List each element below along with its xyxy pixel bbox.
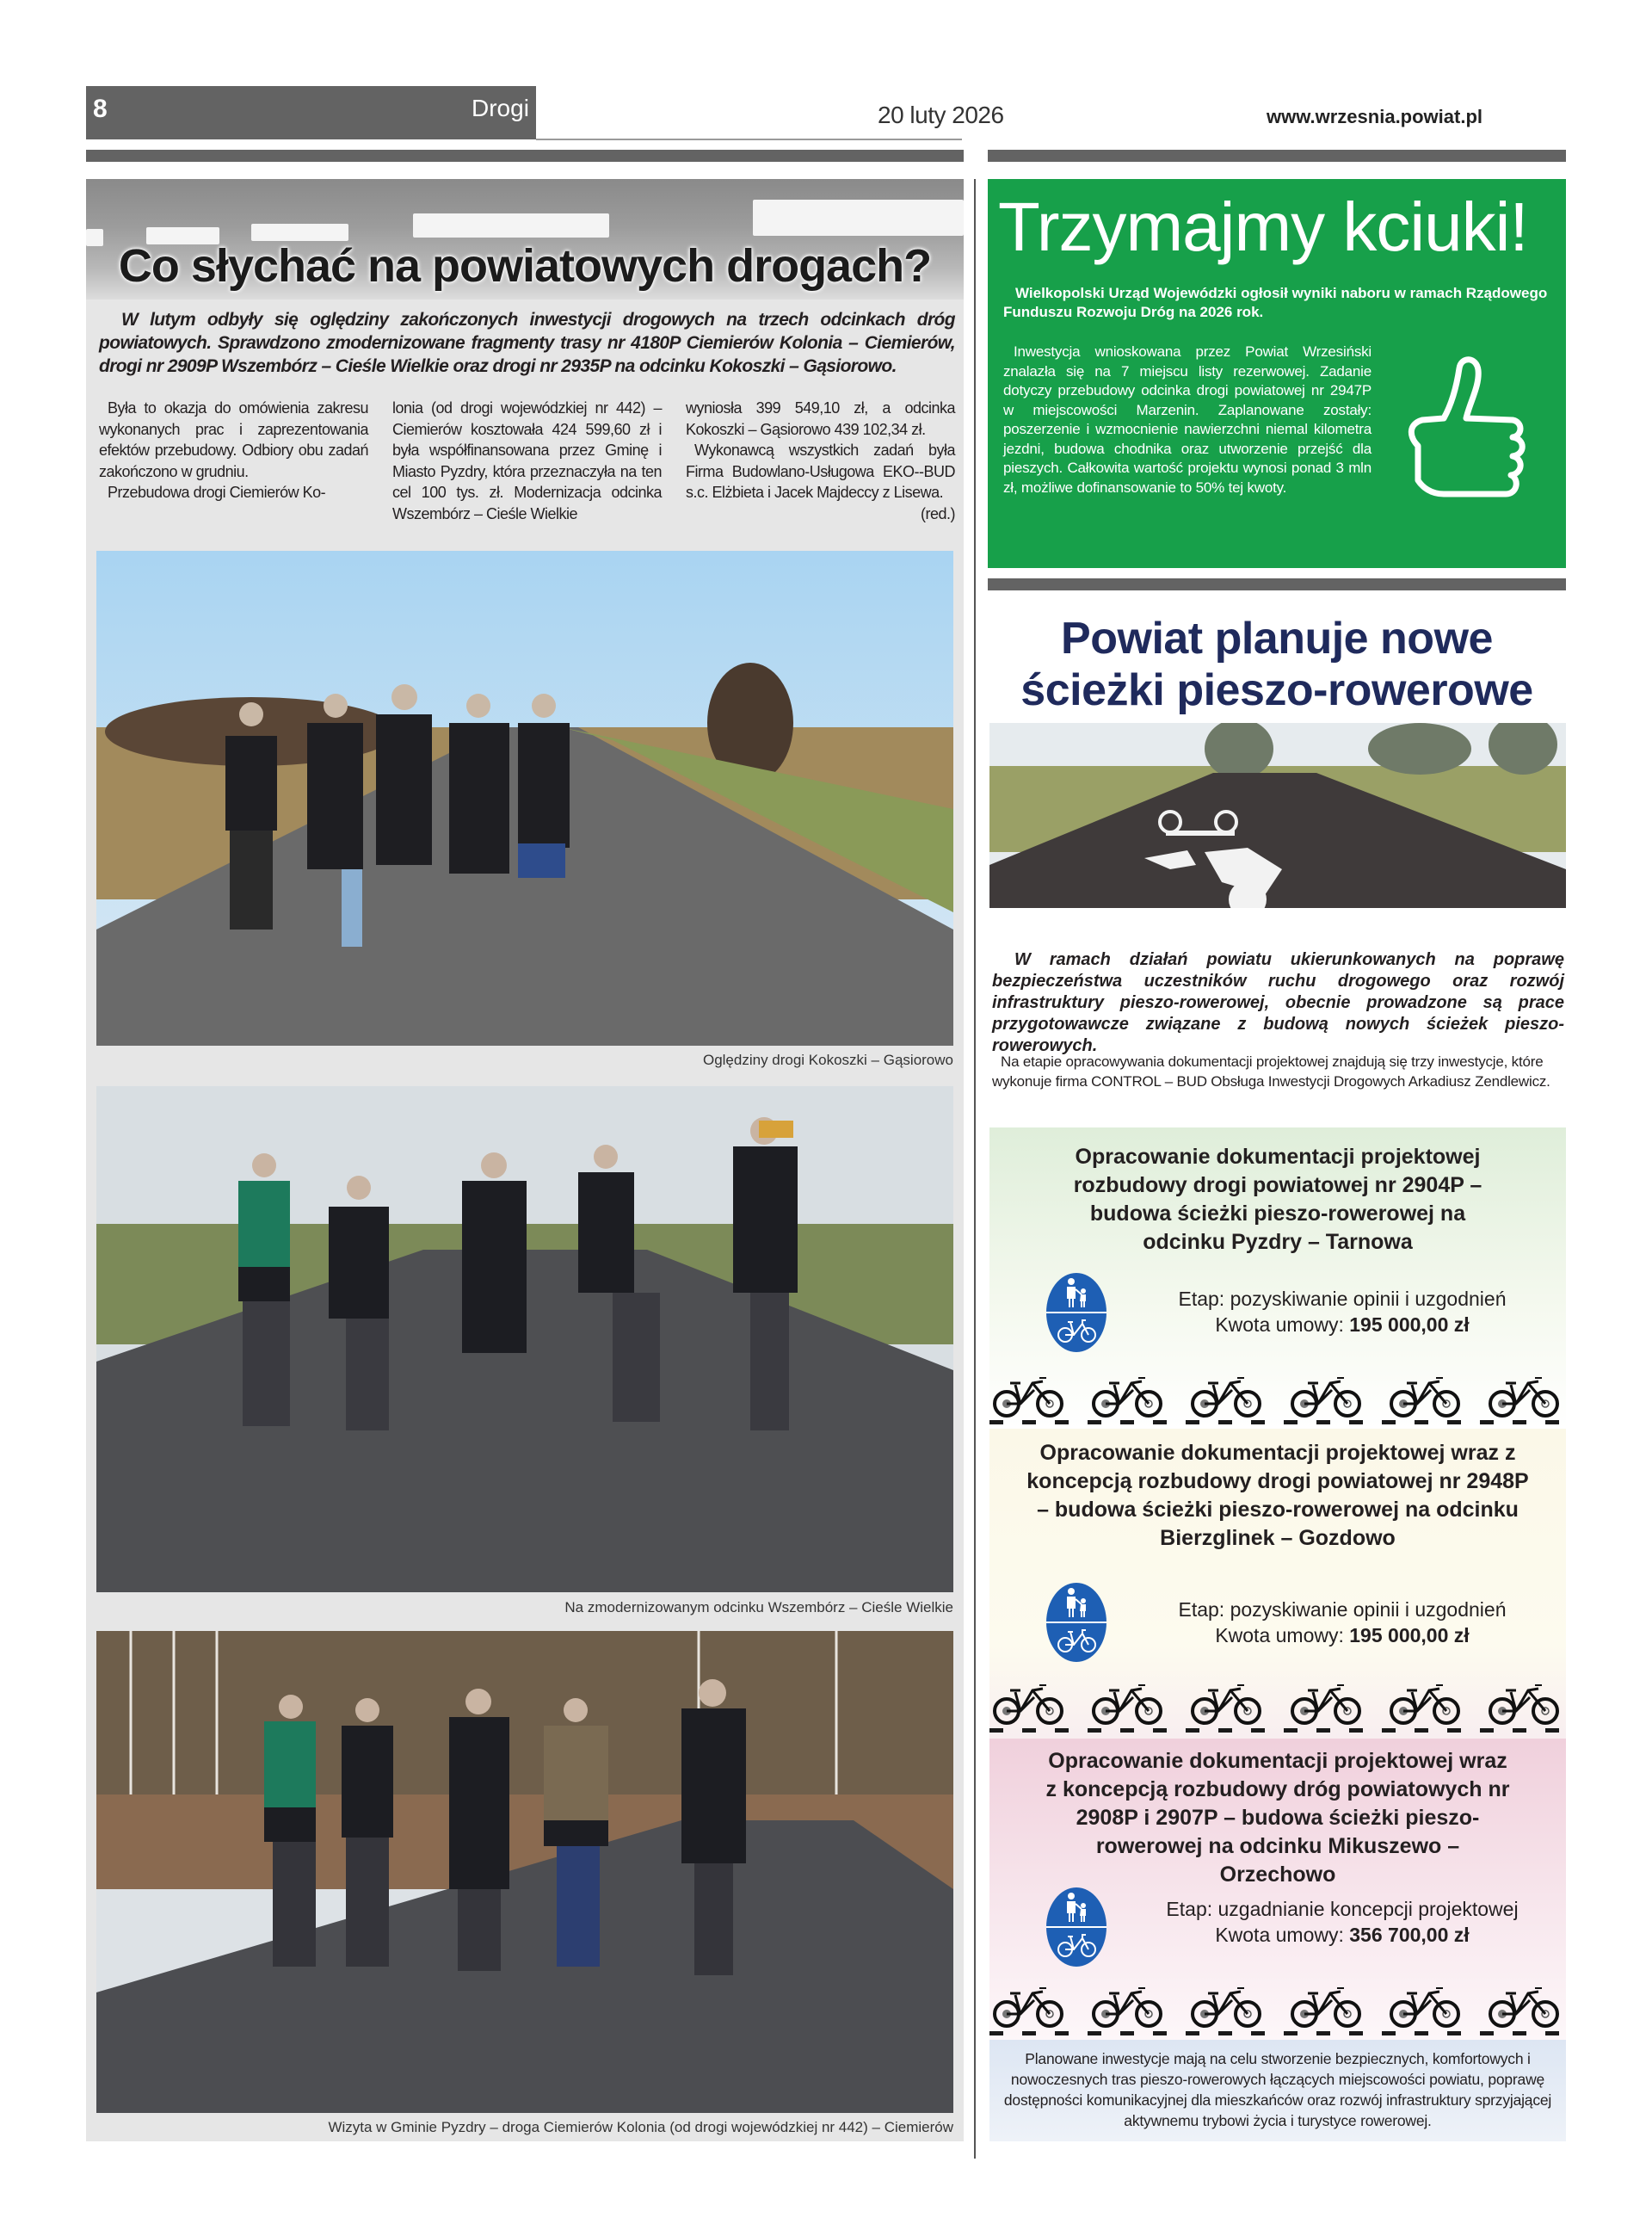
closing-box xyxy=(989,2040,1566,2141)
article-title: Co słychać na powiatowych drogach? xyxy=(118,240,932,292)
photo-kokoszki-gasiorowo xyxy=(96,551,953,1046)
project-info xyxy=(1127,1896,1557,1948)
body-column-1 xyxy=(99,398,368,524)
bicycle-icon xyxy=(991,1983,1069,2028)
fund-announcement-box xyxy=(988,179,1566,568)
project-amount-row xyxy=(1127,1312,1557,1337)
bicycle-icon xyxy=(1487,1680,1564,1725)
bike-paths-body: Na etapie opracowywania dokumentacji projektowej znajdują się trzy inwestycje, które wykonuje firma CONTROL – BUD Obsługa Inwestycji Drogowych Arkadiusz Zendlewicz. xyxy=(992,1053,1550,1090)
project-info xyxy=(1127,1286,1557,1337)
body-paragraph: Przebudowa drogi Ciemierów Ko- xyxy=(108,484,326,501)
bicycle-row xyxy=(989,1680,1566,1732)
project-title: Opracowanie dokumentacji projektowej wraz z koncepcją rozbudowy dróg powiatowych nr 2908P i 2907P – budowa ścieżki pieszo-rowerowej na odcinku Mikuszewo – Orzechowo xyxy=(1045,1749,1510,1887)
project-title: Opracowanie dokumentacji projektowej wraz z koncepcją rozbudowy drogi powiatowej nr 2948P – budowa ścieżki pieszo-rowerowej na odcinku Bierzglinek – Gozdowo xyxy=(1026,1441,1529,1550)
bicycle-icon xyxy=(1388,1373,1465,1418)
bicycle-icon xyxy=(1189,1373,1267,1418)
box-title: Trzymajmy kciuki! xyxy=(998,188,1528,265)
body-paragraph: wyniosła 399 549,10 zł, a odcinka Kokoszki – Gąsiorowo 439 102,34 zł. xyxy=(686,399,955,438)
box-lead: Wielkopolski Urząd Wojewódzki ogłosił wyniki naboru w ramach Rządowego Funduszu Rozwoju Dróg na 2026 rok. xyxy=(1003,285,1548,320)
project-amount-row xyxy=(1127,1622,1557,1648)
photo-ciemierow-kolonia xyxy=(96,1631,953,2113)
pedestrian-bicycle-sign-icon xyxy=(1045,1887,1107,1967)
dashed-line xyxy=(989,1420,1566,1424)
bicycle-row xyxy=(989,1983,1566,2035)
project-amount: 195 000,00 zł xyxy=(1349,1624,1470,1646)
closing-text: Planowane inwestycje mają na celu stworzenie bezpiecznych, komfortowych i nowoczesnych tras pieszo-rowerowych łączących miejscowości powiatu, poprawę dostępności komunikacyjnej dla mieszkańców oraz rozwój infrastruktury sprzyjającej aktywnemu trybowi życia i turystyce rowerowej. xyxy=(1003,2050,1552,2129)
right-rule-2 xyxy=(988,578,1566,590)
header-underline xyxy=(536,139,962,140)
page-number: 8 xyxy=(93,95,108,123)
bicycle-icon xyxy=(991,1373,1069,1418)
body-column-2 xyxy=(392,398,662,524)
project-info xyxy=(1127,1597,1557,1648)
bicycle-icon xyxy=(1388,1680,1465,1725)
road-marking xyxy=(753,200,964,236)
project-amount-row xyxy=(1127,1922,1557,1948)
bicycle-icon xyxy=(1189,1983,1267,2028)
project-stage: Etap: uzgadnianie koncepcji projektowej xyxy=(1166,1898,1519,1920)
photo-caption: Wizyta w Gminie Pyzdry – droga Ciemierów Kolonia (od drogi wojewódzkiej nr 442) – Ciemierów xyxy=(328,2119,953,2135)
project-stage: Etap: pozyskiwanie opinii i uzgodnień xyxy=(1178,1598,1507,1621)
body-paragraph xyxy=(686,440,955,522)
article-body xyxy=(99,398,955,524)
body-paragraph: Była to okazja do omówienia zakresu wykonanych prac i zaprezentowania efektów przebudowy. Odbiory obu zadań zakończono w grudniu. xyxy=(99,399,368,480)
project-amount: 356 700,00 zł xyxy=(1349,1924,1470,1946)
road-marking xyxy=(251,224,348,241)
photo-caption: Oględziny drogi Kokoszki – Gąsiorowo xyxy=(702,1052,953,1068)
bike-paths-lead: W ramach działań powiatu ukierunkowanych na poprawę bezpieczeństwa uczestników ruchu drogowego oraz rozwój infrastruktury pieszo-rowerowej, obecnie prowadzone są prace przygotowawcze związane z budową nowych ścieżek pieszo-rowerowych. xyxy=(992,950,1564,1055)
right-rule xyxy=(988,150,1566,162)
amount-label: Kwota umowy: xyxy=(1215,1313,1350,1336)
title-line: Powiat planuje nowe xyxy=(1061,614,1493,664)
section-name: Drogi xyxy=(472,95,529,121)
dashed-line xyxy=(989,2031,1566,2035)
bicycle-icon xyxy=(1090,1680,1168,1725)
bicycle-icon xyxy=(1487,1373,1564,1418)
bicycle-icon xyxy=(1289,1680,1366,1725)
amount-label: Kwota umowy: xyxy=(1215,1624,1350,1646)
left-rule xyxy=(86,150,964,162)
bicycle-icon xyxy=(1289,1983,1366,2028)
issue-date: 20 luty 2026 xyxy=(878,102,1004,128)
project-card-3 xyxy=(989,1739,1566,2040)
header-bar xyxy=(86,86,536,139)
bicycle-icon xyxy=(1189,1680,1267,1725)
article-lead: W lutym odbyły się oględziny zakończonych inwestycji drogowych na trzech odcinkach dróg powiatowych. Sprawdzono zmodernizowane fragmenty trasy nr 4180P Ciemierów Kolonia – Ciemierów, drogi nr 2909P Wszembórz – Cieśle Wielkie oraz drogi nr 2935P na odcinku Kokoszki – Gąsiorowo. xyxy=(99,310,955,376)
amount-label: Kwota umowy: xyxy=(1215,1924,1350,1946)
signature: (red.) xyxy=(920,504,955,522)
bicycle-icon xyxy=(991,1680,1069,1725)
box-body: Inwestycja wnioskowana przez Powiat Wrzesiński znalazła się na 7 miejscu listy rezerwowej. Zadanie dotyczy przebudowy odcinka drogi powiatowej nr 2947P w miejscowości Marzenin. Zaplanowane zostały: poszerzenie i wzmocnienie nawierzchni niemal kilometra jezdni, budowa chodnika oraz utworzenie przejść dla pieszych. Całkowita wartość projektu wynosi ponad 3 mln zł, możliwe dofinansowanie to 50% tej kwoty. xyxy=(1003,343,1372,496)
bike-path-photo xyxy=(989,723,1566,908)
thumbs-up-icon xyxy=(1384,351,1530,532)
project-title: Opracowanie dokumentacji projektowej rozbudowy drogi powiatowej nr 2904P – budowa ścieżki pieszo-rowerowej na odcinku Pyzdry – Tarnowa xyxy=(1073,1145,1482,1254)
bicycle-icon xyxy=(1090,1373,1168,1418)
bicycle-icon xyxy=(1487,1983,1564,2028)
photo-wszemborz-piesle xyxy=(96,1086,953,1592)
project-card-2 xyxy=(989,1429,1566,1739)
body-text: Wykonawcą wszystkich zadań była Firma Budowlano-Usługowa EKO--BUD s.c. Elżbieta i Jacek Majdeccy z Lisewa. xyxy=(686,442,955,501)
pedestrian-bicycle-sign-icon xyxy=(1045,1272,1107,1353)
bicycle-icon xyxy=(1388,1983,1465,2028)
project-amount: 195 000,00 zł xyxy=(1349,1313,1470,1336)
dashed-line xyxy=(989,1728,1566,1733)
body-column-3 xyxy=(686,398,955,524)
project-card-1 xyxy=(989,1127,1566,1429)
road-banner xyxy=(86,179,964,300)
bicycle-row xyxy=(989,1373,1566,1424)
bicycle-icon xyxy=(1289,1373,1366,1418)
bike-paths-title xyxy=(988,613,1566,716)
photo-caption: Na zmodernizowanym odcinku Wszembórz – Cieśle Wielkie xyxy=(564,1599,953,1615)
project-stage: Etap: pozyskiwanie opinii i uzgodnień xyxy=(1178,1288,1507,1310)
road-marking xyxy=(413,213,609,238)
pedestrian-bicycle-sign-icon xyxy=(1045,1582,1107,1663)
website-link[interactable]: www.wrzesnia.powiat.pl xyxy=(1267,106,1483,127)
bicycle-icon xyxy=(1090,1983,1168,2028)
title-line: ścieżki pieszo-rowerowe xyxy=(1020,665,1533,715)
body-paragraph: lonia (od drogi wojewódzkiej nr 442) – Ciemierów kosztowała 424 599,60 zł i była współfinansowana przez Gminę i Miasto Pyzdry, która przeznaczyła na ten cel 100 tys. zł. Modernizacja odcinka Wszembórz – Cieśle Wielkie xyxy=(392,399,662,522)
column-divider xyxy=(974,179,976,2159)
